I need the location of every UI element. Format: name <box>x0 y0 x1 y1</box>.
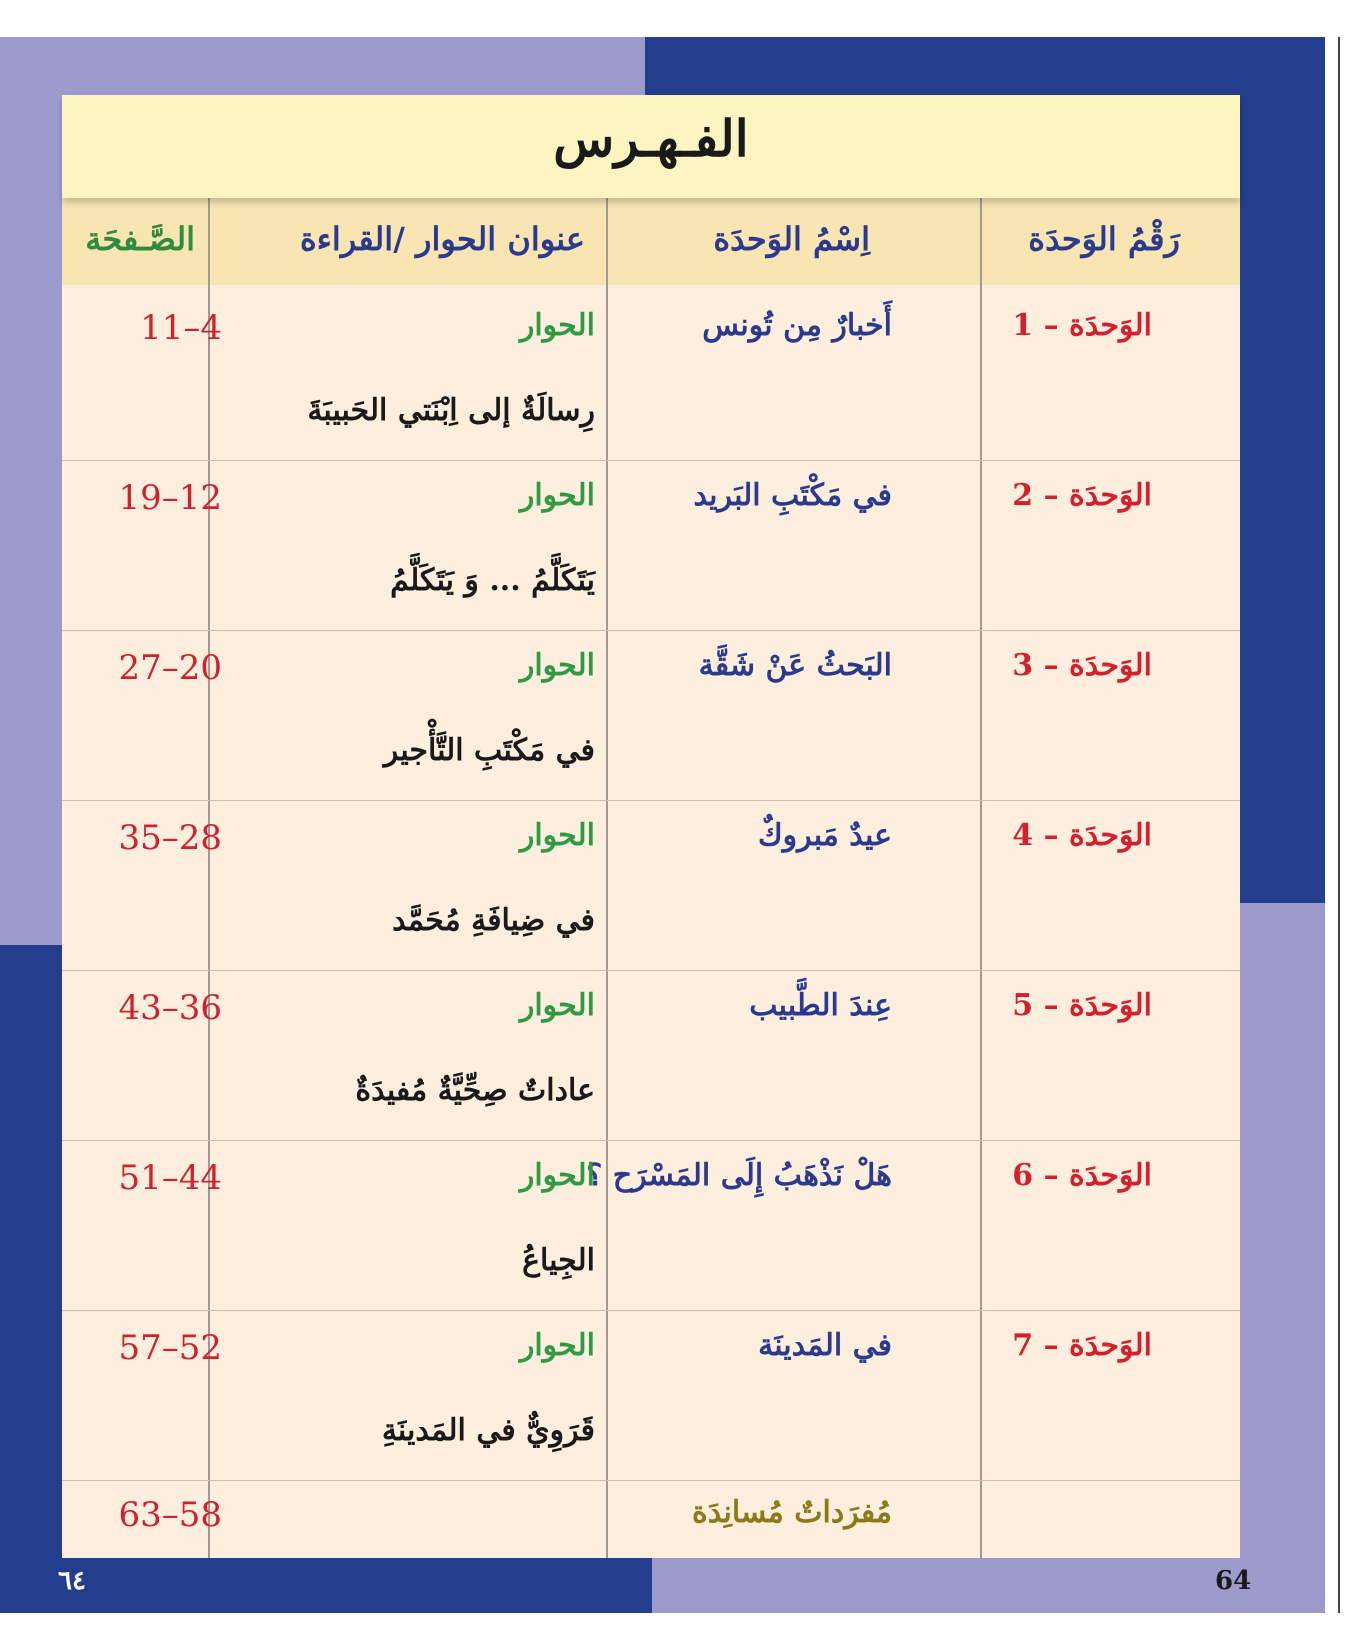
reading-title: قَرَوِيٌّ في المَدينَةِ <box>381 1413 595 1448</box>
page-number-arabic: ٦٤ <box>58 1566 86 1596</box>
dialog-label: الحوار <box>519 818 595 853</box>
row-divider <box>62 970 1240 971</box>
dialog-label: الحوار <box>519 1328 595 1363</box>
page-range: 27–20 <box>118 648 222 688</box>
dialog-label: الحوار <box>519 308 595 343</box>
page-range: 19–12 <box>118 478 222 518</box>
reading-title: في ضِيافَةِ مُحَمَّد <box>392 903 595 938</box>
row-divider <box>62 1310 1240 1311</box>
dialog-label: الحوار <box>519 1158 595 1193</box>
page-range: 35–28 <box>118 818 222 858</box>
reading-title: رِسالَةٌ إلى اِبْنَتي الحَبيبَةَ <box>307 393 595 428</box>
frame-band-bottom-left <box>0 1558 652 1613</box>
unit-number: الوَحدَة – 4 <box>1012 818 1152 853</box>
header-unit-number: رَقْمُ الوَحدَة <box>1028 220 1180 258</box>
dialog-label: الحوار <box>519 478 595 513</box>
reading-title: عاداتٌ صِحِّيَّةٌ مُفيدَةٌ <box>355 1073 595 1108</box>
header-page: الصَّـفحَة <box>85 220 195 258</box>
header-unit-name: اِسْمُ الوَحدَة <box>713 220 870 258</box>
unit-name: عيدٌ مَبروكٌ <box>757 818 892 853</box>
title-bar <box>62 95 1240 198</box>
unit-number: الوَحدَة – 6 <box>1012 1158 1152 1193</box>
reading-title: في مَكْتَبِ التَّأْجير <box>383 733 595 768</box>
row-divider <box>62 630 1240 631</box>
frame-band-left-upper <box>0 95 62 945</box>
dialog-label: الحوار <box>519 988 595 1023</box>
page-range: 57–52 <box>118 1328 222 1368</box>
dialog-label: الحوار <box>519 648 595 683</box>
frame-band-top-right <box>645 37 1325 95</box>
frame-band-right-upper <box>1240 95 1325 903</box>
page-title: الفـهـرس <box>553 109 749 168</box>
header-dialog-reading: عنوان الحوار /القراءة <box>300 220 585 258</box>
unit-number: الوَحدَة – 5 <box>1012 988 1152 1023</box>
unit-number: الوَحدَة – 2 <box>1012 478 1152 513</box>
frame-band-right-lower <box>1240 903 1325 1563</box>
page-range: 63–58 <box>118 1495 222 1535</box>
row-divider <box>62 800 1240 801</box>
row-divider <box>62 460 1240 461</box>
frame-band-left-lower <box>0 945 62 1565</box>
index-table <box>62 95 1240 1558</box>
page-number: 64 <box>1215 1566 1252 1596</box>
page-range: 43–36 <box>118 988 222 1028</box>
unit-number: الوَحدَة – 3 <box>1012 648 1152 683</box>
page-edge-line <box>1338 37 1340 1613</box>
unit-name: عِندَ الطَّبيب <box>749 988 892 1023</box>
reading-title: يَتَكَلَّمُ ... وَ يَتَكَلَّمُ <box>390 563 595 598</box>
supplementary-vocabulary: مُفرَداتٌ مُسانِدَة <box>692 1495 892 1530</box>
unit-name: في المَدينَة <box>758 1328 892 1363</box>
unit-name: هَلْ نَذْهَبُ إِلَى المَسْرَح ؟ <box>586 1158 892 1193</box>
row-divider <box>62 1140 1240 1141</box>
unit-number: الوَحدَة – 7 <box>1012 1328 1152 1363</box>
unit-number: الوَحدَة – 1 <box>1012 308 1152 343</box>
page-range: 51–44 <box>118 1158 222 1198</box>
reading-title: الجِياعُ <box>522 1243 595 1278</box>
unit-name: البَحثُ عَنْ شَقَّة <box>698 648 892 683</box>
row-divider <box>62 1480 1240 1481</box>
unit-name: أَخبارٌ مِن تُونس <box>702 308 892 343</box>
page-range: 11–4 <box>140 308 222 348</box>
unit-name: في مَكْتَبِ البَريد <box>693 478 892 513</box>
frame-band-top-left <box>0 37 645 95</box>
